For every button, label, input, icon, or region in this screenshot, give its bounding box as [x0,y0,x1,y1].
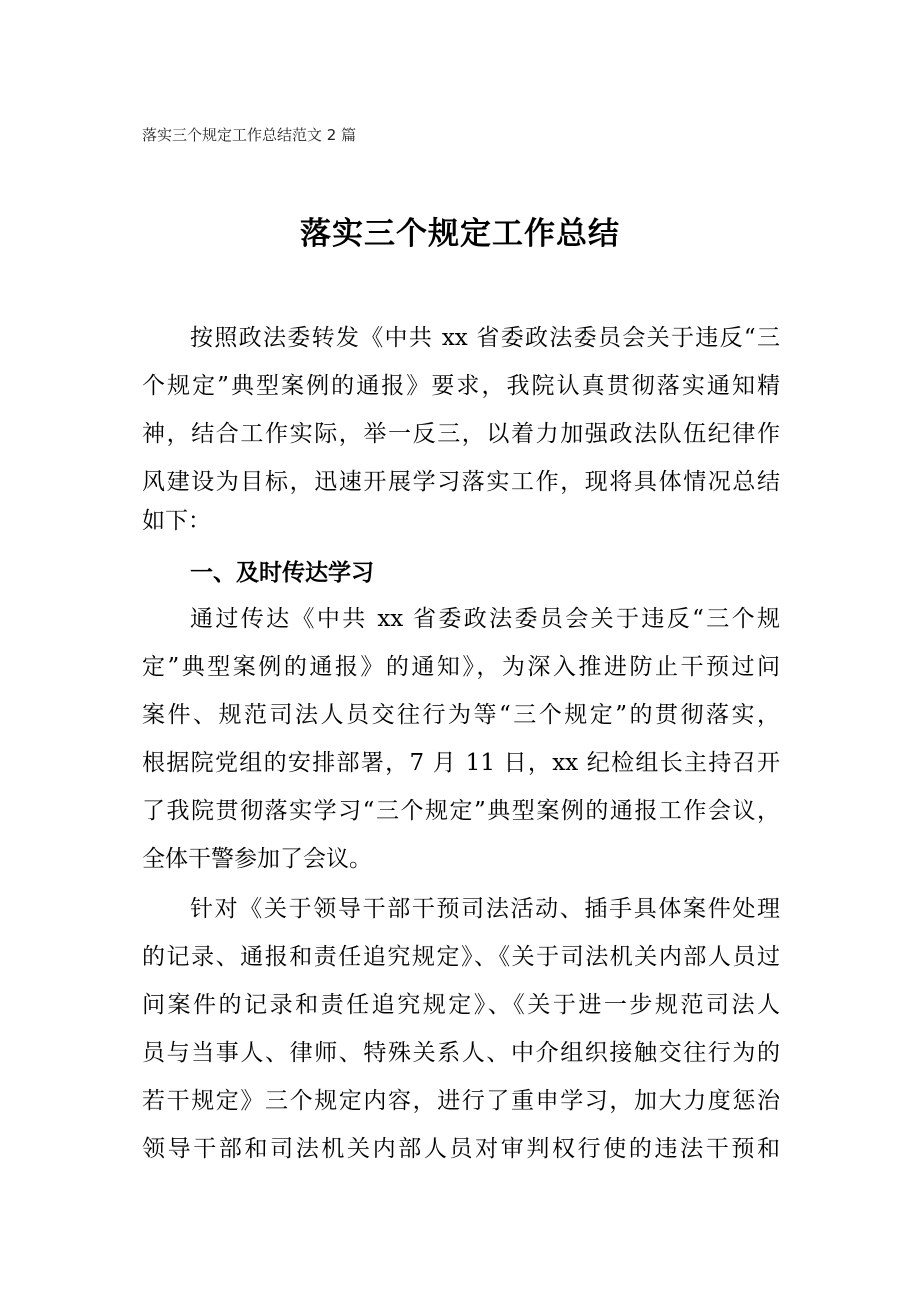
paragraph-3-line-2: 的记录、通报和责任追究规定》、《关于司法机关内部人员过 [142,944,780,970]
paragraph-3-line-5: 若干规定》三个规定内容，进行了重申学习，加大力度惩治 [142,1088,780,1114]
paragraph-2-line-3: 案件、规范司法人员交往行为等“三个规定”的贯彻落实， [142,702,780,728]
paragraph-1-line-3: 神，结合工作实际，举一反三，以着力加强政法队伍纪律作 [142,421,780,447]
paragraph-2-line-5: 了我院贯彻落实学习“三个规定”典型案例的通报工作会议， [142,798,780,824]
section-heading-1: 一、及时传达学习 [190,560,374,586]
paragraph-2-line-4: 根据院党组的安排部署，7 月 11 日，xx 纪检组长主持召开 [142,750,780,776]
paragraph-1-line-1: 按照政法委转发《中共 xx 省委政法委员会关于违反“三 [190,325,780,351]
paragraph-2-line-6: 全体干警参加了会议。 [142,846,372,872]
paragraph-2-line-2: 定”典型案例的通报》的通知》，为深入推进防止干预过问 [142,654,780,680]
paragraph-2-line-1: 通过传达《中共 xx 省委政法委员会关于违反“三个规 [190,606,780,632]
paragraph-3-line-3: 问案件的记录和责任追究规定》、《关于进一步规范司法人 [142,992,780,1018]
paragraph-1-line-4: 风建设为目标，迅速开展学习落实工作，现将具体情况总结 [142,469,780,495]
paragraph-3-line-1: 针对《关于领导干部干预司法活动、插手具体案件处理 [190,896,780,922]
paragraph-1-line-2: 个规定”典型案例的通报》要求，我院认真贯彻落实通知精 [142,373,780,399]
page-title: 落实三个规定工作总结 [300,216,620,252]
paragraph-1-line-5: 如下： [142,508,211,534]
paragraph-3-line-6: 领导干部和司法机关内部人员对审判权行使的违法干预和 [142,1136,780,1162]
document-header: 落实三个规定工作总结范文 2 篇 [142,126,357,144]
paragraph-3-line-4: 员与当事人、律师、特殊关系人、中介组织接触交往行为的 [142,1040,780,1066]
